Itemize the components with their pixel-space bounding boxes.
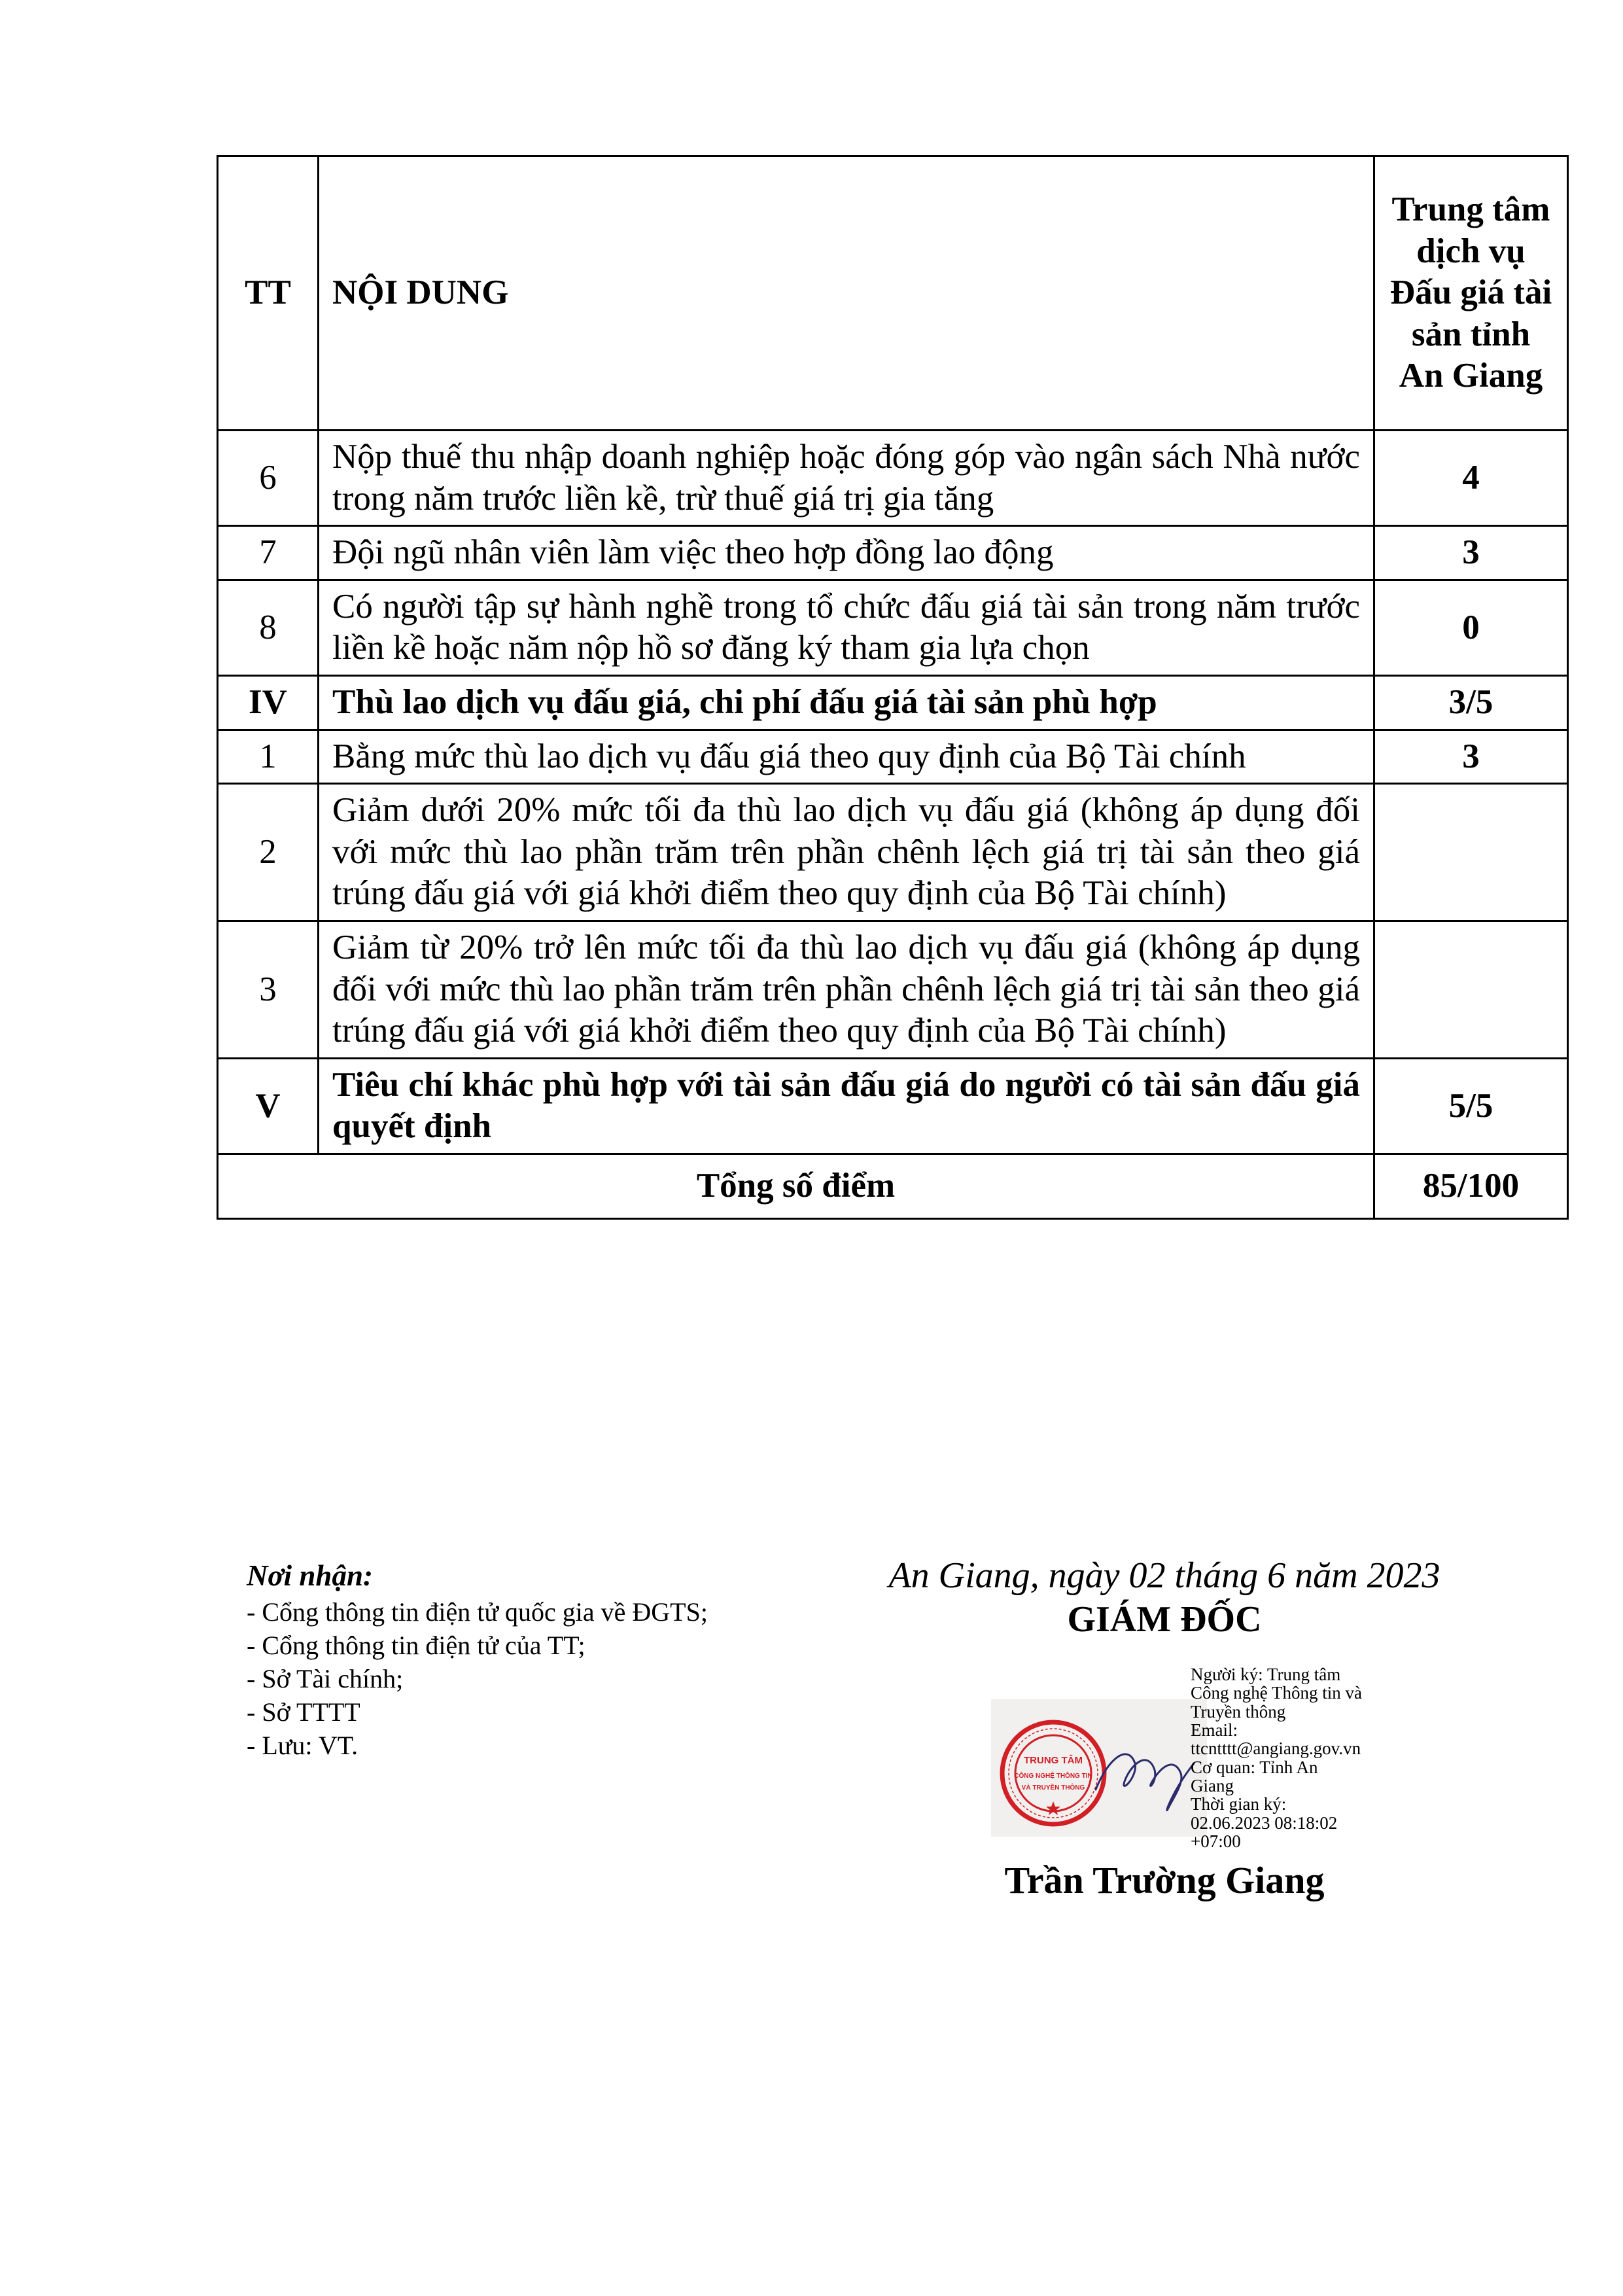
recipient-item: - Cổng thông tin điện tử của TT; [247,1630,585,1660]
digital-signature-line: 02.06.2023 08:18:02 [1191,1812,1338,1833]
row-score: 4 [1374,431,1568,526]
handwritten-signature-icon [1096,1754,1194,1810]
row-score: 3 [1374,730,1568,784]
digital-signature-info [1191,1665,1406,1850]
header-content: NỘI DUNG [319,156,1374,431]
digital-signature-line: Người ký: Trung tâm [1191,1665,1341,1684]
criteria-table [217,155,1569,1220]
row-tt: 3 [218,921,319,1058]
row-score: 3/5 [1374,675,1568,730]
row-content: Có người tập sự hành nghề trong tổ chức đấu giá tài sản trong năm trước liền kề hoặc năm nộp hồ sơ đăng ký tham gia lựa chọn [319,580,1374,675]
red-seal-stamp-icon [998,1718,1207,1832]
table-row [218,526,1568,580]
digital-signature [991,1665,1410,1852]
signature-block [857,1554,1472,1642]
row-tt: 1 [218,730,319,784]
digital-signature-line: Thời gian ký: [1191,1794,1287,1814]
date-line: An Giang, ngày 02 tháng 6 năm 2023 [888,1555,1440,1596]
table-row [218,1058,1568,1154]
stamp-text-bot: VÀ TRUYỀN THÔNG [1021,1784,1085,1792]
stamp-text-top: TRUNG TÂM [1024,1755,1083,1766]
digital-signature-line: Giang [1191,1776,1234,1796]
signer-position: GIÁM ĐỐC [1067,1599,1262,1640]
table-row [218,580,1568,675]
digital-signature-line: Công nghệ Thông tin và [1191,1683,1362,1703]
recipient-item: - Cổng thông tin điện tử quốc gia về ĐGTS; [247,1597,708,1627]
recipient-item: - Sở TTTT [247,1697,360,1727]
row-score [1374,921,1568,1058]
row-content: Nộp thuế thu nhập doanh nghiệp hoặc đóng góp vào ngân sách Nhà nước trong năm trước liền kề, trừ thuế giá trị gia tăng [319,431,1374,526]
recipients-title: Nơi nhận: [247,1559,373,1592]
row-content: Giảm từ 20% trở lên mức tối đa thù lao dịch vụ đấu giá (không áp dụng đối với mức thù lao phần trăm trên phần chênh lệch giá trị tài sản theo giá trúng đấu giá với giá khởi điểm theo quy định của Bộ Tài chính) [319,921,1374,1058]
header-score: Trung tâm dịch vụ Đấu giá tài sản tỉnh An Giang [1374,156,1568,431]
row-content: Thù lao dịch vụ đấu giá, chi phí đấu giá tài sản phù hợp [319,675,1374,730]
digital-signature-line: Cơ quan: Tỉnh An [1191,1757,1318,1777]
row-content: Bằng mức thù lao dịch vụ đấu giá theo quy định của Bộ Tài chính [319,730,1374,784]
row-tt: IV [218,675,319,730]
signer-name: Trần Trường Giang [1004,1859,1325,1901]
stamp-text-mid: CÔNG NGHỆ THÔNG TIN [1014,1773,1092,1780]
recipients-block [247,1557,901,1763]
row-tt: 2 [218,784,319,921]
total-label: Tổng số điểm [218,1154,1374,1218]
header-tt: TT [218,156,319,431]
digital-signature-line: Truyền thông [1191,1701,1286,1722]
recipients-list [247,1595,901,1763]
table-body [218,431,1568,1154]
recipient-item: - Sở Tài chính; [247,1663,404,1693]
row-score: 3 [1374,526,1568,580]
table-header-row [218,156,1568,431]
row-score: 0 [1374,580,1568,675]
row-content: Giảm dưới 20% mức tối đa thù lao dịch vụ đấu giá (không áp dụng đối với mức thù lao phần trăm trên phần chênh lệch giá trị tài sản theo giá trúng đấu giá với giá khởi điểm theo quy định của Bộ Tài chính) [319,784,1374,921]
row-score [1374,784,1568,921]
digital-signature-line: +07:00 [1191,1831,1241,1852]
digital-signature-line: Email: [1191,1720,1238,1740]
table-row [218,921,1568,1058]
table-row [218,730,1568,784]
total-row [218,1154,1568,1218]
table-row [218,784,1568,921]
row-tt: 8 [218,580,319,675]
row-content: Đội ngũ nhân viên làm việc theo hợp đồng lao động [319,526,1374,580]
total-score: 85/100 [1374,1154,1568,1218]
digital-signature-line: ttcntttt@angiang.gov.vn [1191,1739,1361,1759]
table-row [218,675,1568,730]
row-tt: 7 [218,526,319,580]
row-content: Tiêu chí khác phù hợp với tài sản đấu giá do người có tài sản đấu giá quyết định [319,1058,1374,1154]
table-row [218,431,1568,526]
row-tt: 6 [218,431,319,526]
recipient-item: - Lưu: VT. [247,1731,358,1761]
row-score: 5/5 [1374,1058,1568,1154]
row-tt: V [218,1058,319,1154]
